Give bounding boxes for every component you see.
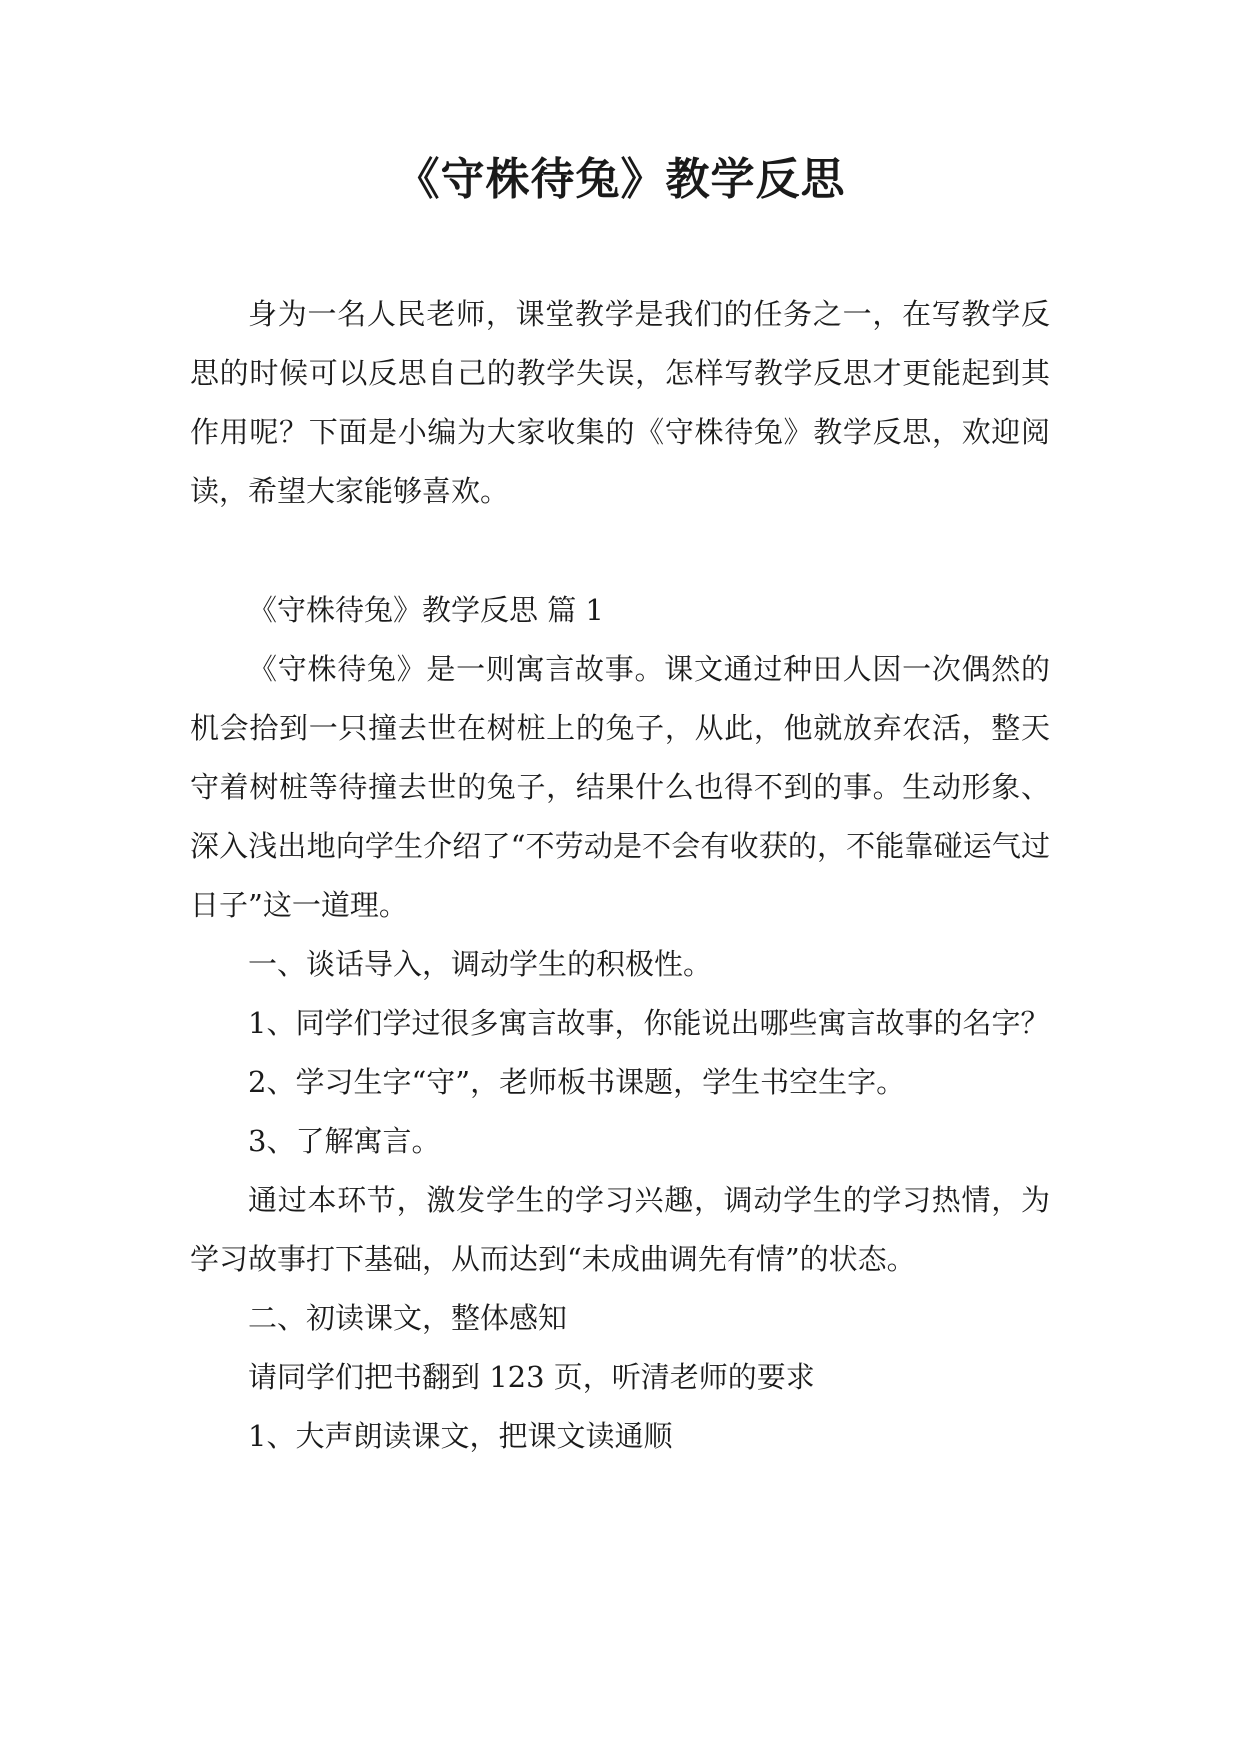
paragraph: 1、同学们学过很多寓言故事，你能说出哪些寓言故事的名字？ (248, 1006, 1050, 1040)
paragraph: 二、初读课文，整体感知 (248, 1301, 568, 1335)
paragraph: 3、了解寓言。 (248, 1124, 441, 1158)
paragraph: 请同学们把书翻到 123 页，听清老师的要求 (248, 1360, 815, 1394)
paragraph: 一、谈话导入，调动学生的积极性。 (248, 947, 713, 981)
paragraph: 2、学习生字“守”，老师板书课题，学生书空生字。 (248, 1065, 906, 1099)
section-heading: 《守株待兔》教学反思 篇 1 (248, 593, 604, 627)
paragraph: 通过本环节，激发学生的学习兴趣，调动学生的学习热情，为学习故事打下基础，从而达到“未成曲调先有情”的状态。 (190, 1183, 1050, 1276)
paragraph: 1、大声朗读课文，把课文读通顺 (248, 1419, 673, 1453)
document-title: 《守株待兔》教学反思 (395, 154, 846, 205)
document-body (190, 285, 1050, 1466)
intro-paragraph: 身为一名人民老师，课堂教学是我们的任务之一，在写教学反思的时候可以反思自己的教学失误，怎样写教学反思才更能起到其作用呢？下面是小编为大家收集的《守株待兔》教学反思，欢迎阅读，希望大家能够喜欢。 (190, 297, 1050, 508)
paragraph: 《守株待兔》是一则寓言故事。课文通过种田人因一次偶然的机会拾到一只撞去世在树桩上的兔子，从此，他就放弃农活，整天守着树桩等待撞去世的兔子，结果什么也得不到的事。生动形象、深入浅出地向学生介绍了“不劳动是不会有收获的，不能靠碰运气过日子”这一道理。 (190, 652, 1050, 922)
